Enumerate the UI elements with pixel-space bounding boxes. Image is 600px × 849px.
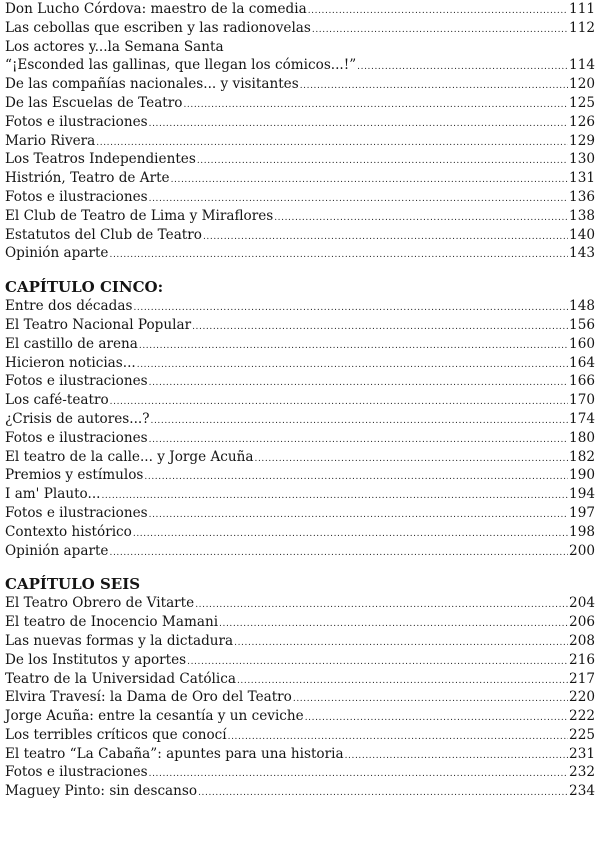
toc-entry-page: 125 <box>569 94 595 111</box>
toc-leader-dots <box>144 468 568 487</box>
toc-entry-title: I am' Plauto... <box>5 486 101 503</box>
toc-entry-page: 194 <box>569 486 595 503</box>
toc-entry-page: 166 <box>569 373 595 390</box>
toc-leader-dots <box>357 58 568 77</box>
toc-entry-page: 156 <box>569 316 595 333</box>
toc-entry-page: 220 <box>569 689 595 706</box>
toc-entry-title: Los café-teatro <box>5 392 109 409</box>
toc-entry-page: 198 <box>569 523 595 540</box>
toc-leader-dots <box>219 615 568 634</box>
toc-entry <box>5 707 595 726</box>
toc-section-chapter-6 <box>5 574 595 801</box>
toc-leader-dots <box>101 487 568 506</box>
toc-entry <box>5 670 595 689</box>
toc-entry-title: Estatutos del Club de Teatro <box>5 226 202 243</box>
toc-entry <box>5 485 595 504</box>
toc-entry-page: 190 <box>569 467 595 484</box>
toc-entry-page: 138 <box>569 207 595 224</box>
toc-entry <box>5 504 595 523</box>
toc-entry-page: 222 <box>569 708 595 725</box>
toc-leader-dots <box>234 634 568 653</box>
toc-entry-page: 234 <box>569 783 595 800</box>
toc-entry-page: 112 <box>569 19 595 36</box>
toc-entry <box>5 207 595 226</box>
toc-entry-page: 204 <box>569 595 595 612</box>
chapter-heading: CAPÍTULO SEIS <box>5 575 141 594</box>
toc-entry <box>5 726 595 745</box>
toc-entry-title: Las nuevas formas y la dictadura <box>5 632 234 649</box>
toc-entry <box>5 763 595 782</box>
toc-entry <box>5 354 595 373</box>
toc-entry-title: Entre dos décadas <box>5 298 133 315</box>
toc-entry-page: 129 <box>569 132 595 149</box>
toc-entry <box>5 150 595 169</box>
toc-entry-title: El Teatro Nacional Popular <box>5 316 192 333</box>
toc-entry-title: Jorge Acuña: entre la cesantía y un ceviche <box>5 708 304 725</box>
toc-entry <box>5 410 595 429</box>
toc-leader-dots <box>187 653 568 672</box>
toc-entry-title: Fotos e ilustraciones <box>5 113 148 130</box>
toc-leader-dots <box>300 77 568 96</box>
toc-entry-page: 180 <box>569 429 595 446</box>
toc-entry-page: 130 <box>569 151 595 168</box>
toc-entry-title: Histrión, Teatro de Arte <box>5 170 170 187</box>
toc-entry <box>5 632 595 651</box>
toc-section-continued <box>5 0 595 263</box>
toc-entry-title: Los terribles críticos que conocí <box>5 726 227 743</box>
toc-leader-dots <box>171 171 568 190</box>
toc-leader-dots <box>274 209 568 228</box>
toc-entry-title: Fotos e ilustraciones <box>5 188 148 205</box>
toc-entry-first-line: Los actores y...la Semana Santa <box>5 38 224 55</box>
toc-leader-dots <box>110 393 568 412</box>
toc-entry <box>5 448 595 467</box>
toc-entry-page: 164 <box>569 354 595 371</box>
toc-entry-title: El Teatro Obrero de Vitarte <box>5 595 195 612</box>
toc-leader-dots <box>133 525 568 544</box>
toc-leader-dots <box>149 765 568 784</box>
toc-leader-dots <box>308 2 568 21</box>
toc-leader-dots <box>183 96 568 115</box>
toc-entry <box>5 372 595 391</box>
toc-entry <box>5 94 595 113</box>
toc-leader-dots <box>137 356 568 375</box>
toc-entry-title: Elvira Travesí: la Dama de Oro del Teatro <box>5 689 292 706</box>
toc-entry <box>5 169 595 188</box>
toc-leader-dots <box>305 709 568 728</box>
toc-entry-page: 114 <box>569 57 595 74</box>
toc-entry-title: Fotos e ilustraciones <box>5 429 148 446</box>
toc-entry <box>5 429 595 448</box>
toc-leader-dots <box>203 228 568 247</box>
toc-entry-page: 136 <box>569 188 595 205</box>
toc-entry <box>5 688 595 707</box>
toc-entry-page: 148 <box>569 298 595 315</box>
toc-entry <box>5 651 595 670</box>
toc-leader-dots <box>149 506 568 525</box>
toc-entry-title: El teatro de Inocencio Mamani <box>5 614 219 631</box>
toc-entry-title: Los Teatros Independientes <box>5 151 196 168</box>
toc-leader-dots <box>198 784 568 803</box>
toc-leader-dots <box>293 690 568 709</box>
toc-entry-title: Hicieron noticias... <box>5 354 136 371</box>
toc-entry <box>5 0 595 19</box>
toc-entry-page: 206 <box>569 614 595 631</box>
toc-entry-title: Fotos e ilustraciones <box>5 504 148 521</box>
toc-entry-page: 232 <box>569 764 595 781</box>
toc-entry-title: Las cebollas que escriben y las radionovelas <box>5 19 311 36</box>
toc-entry-page: 225 <box>569 726 595 743</box>
toc-entry-title: Maguey Pinto: sin descanso <box>5 783 198 800</box>
toc-entry-title: De las compañías nacionales... y visitantes <box>5 76 299 93</box>
toc-entry <box>5 782 595 801</box>
toc-entry-title: Mario Rivera <box>5 132 96 149</box>
toc-leader-dots <box>345 747 568 766</box>
toc-entry-title: Teatro de la Universidad Católica <box>5 670 236 687</box>
toc-leader-dots <box>109 246 568 265</box>
toc-entry-page: 126 <box>569 113 595 130</box>
toc-entry-page: 120 <box>569 76 595 93</box>
toc-leader-dots <box>197 152 568 171</box>
toc-leader-dots <box>151 412 569 431</box>
toc-leader-dots <box>139 337 568 356</box>
toc-entry-page: 143 <box>569 245 595 262</box>
toc-entry-page: 111 <box>569 1 595 17</box>
toc-entry <box>5 244 595 263</box>
toc-entry-title: Premios y estímulos <box>5 467 144 484</box>
toc-leader-dots <box>109 544 568 563</box>
toc-leader-dots <box>133 299 568 318</box>
toc-entry-page: 160 <box>569 335 595 352</box>
toc-entry-title: De las Escuelas de Teatro <box>5 94 183 111</box>
toc-entry-title: El teatro de la calle... y Jorge Acuña <box>5 448 254 465</box>
toc-entry-title: Don Lucho Córdova: maestro de la comedia <box>5 1 307 17</box>
toc-entry-page: 208 <box>569 632 595 649</box>
toc-entry-title: Opinión aparte <box>5 542 109 559</box>
toc-entry <box>5 188 595 207</box>
toc-entry <box>5 745 595 764</box>
toc-entry-title: De los Institutos y aportes <box>5 651 187 668</box>
toc-leader-dots <box>312 21 568 40</box>
chapter-heading: CAPÍTULO CINCO: <box>5 278 164 297</box>
toc-entry-title: Contexto histórico <box>5 523 132 540</box>
toc-entry <box>5 613 595 632</box>
toc-entry <box>5 466 595 485</box>
toc-entry-page: 131 <box>569 170 595 187</box>
toc-entry <box>5 594 595 613</box>
toc-entry-page: 216 <box>569 651 595 668</box>
table-of-contents-page <box>5 0 595 801</box>
toc-leader-dots <box>195 596 568 615</box>
toc-entry-title: ¿Crisis de autores...? <box>5 410 150 427</box>
toc-entry <box>5 226 595 245</box>
toc-entry-page: 231 <box>569 745 595 762</box>
toc-entry-title: Fotos e ilustraciones <box>5 764 148 781</box>
toc-entry <box>5 391 595 410</box>
toc-entry-page: 170 <box>569 392 595 409</box>
toc-entry-page: 200 <box>569 542 595 559</box>
toc-entry <box>5 56 595 75</box>
toc-entry-page: 182 <box>569 448 595 465</box>
toc-entry-title: El teatro “La Cabaña”: apuntes para una historia <box>5 745 344 762</box>
toc-entry-title: El Club de Teatro de Lima y Miraflores <box>5 207 274 224</box>
toc-leader-dots <box>255 450 569 469</box>
toc-entry <box>5 542 595 561</box>
toc-leader-dots <box>149 115 568 134</box>
toc-entry <box>5 335 595 354</box>
toc-entry <box>5 19 595 38</box>
toc-entry <box>5 316 595 335</box>
toc-entry-page: 140 <box>569 226 595 243</box>
toc-entry-page: 174 <box>569 410 595 427</box>
toc-entry-title: Fotos e ilustraciones <box>5 373 148 390</box>
toc-entry <box>5 113 595 132</box>
toc-entry-title: “¡Esconded las gallinas, que llegan los cómicos...!” <box>5 57 357 74</box>
toc-entry <box>5 132 595 151</box>
toc-entry <box>5 297 595 316</box>
toc-entry-title: Opinión aparte <box>5 245 109 262</box>
toc-leader-dots <box>192 318 568 337</box>
toc-entry-page: 197 <box>569 504 595 521</box>
toc-section-chapter-5 <box>5 277 595 560</box>
toc-leader-dots <box>149 374 568 393</box>
toc-entry <box>5 523 595 542</box>
toc-entry-page: 217 <box>569 670 595 687</box>
toc-entry <box>5 75 595 94</box>
toc-entry-title: El castillo de arena <box>5 335 138 352</box>
